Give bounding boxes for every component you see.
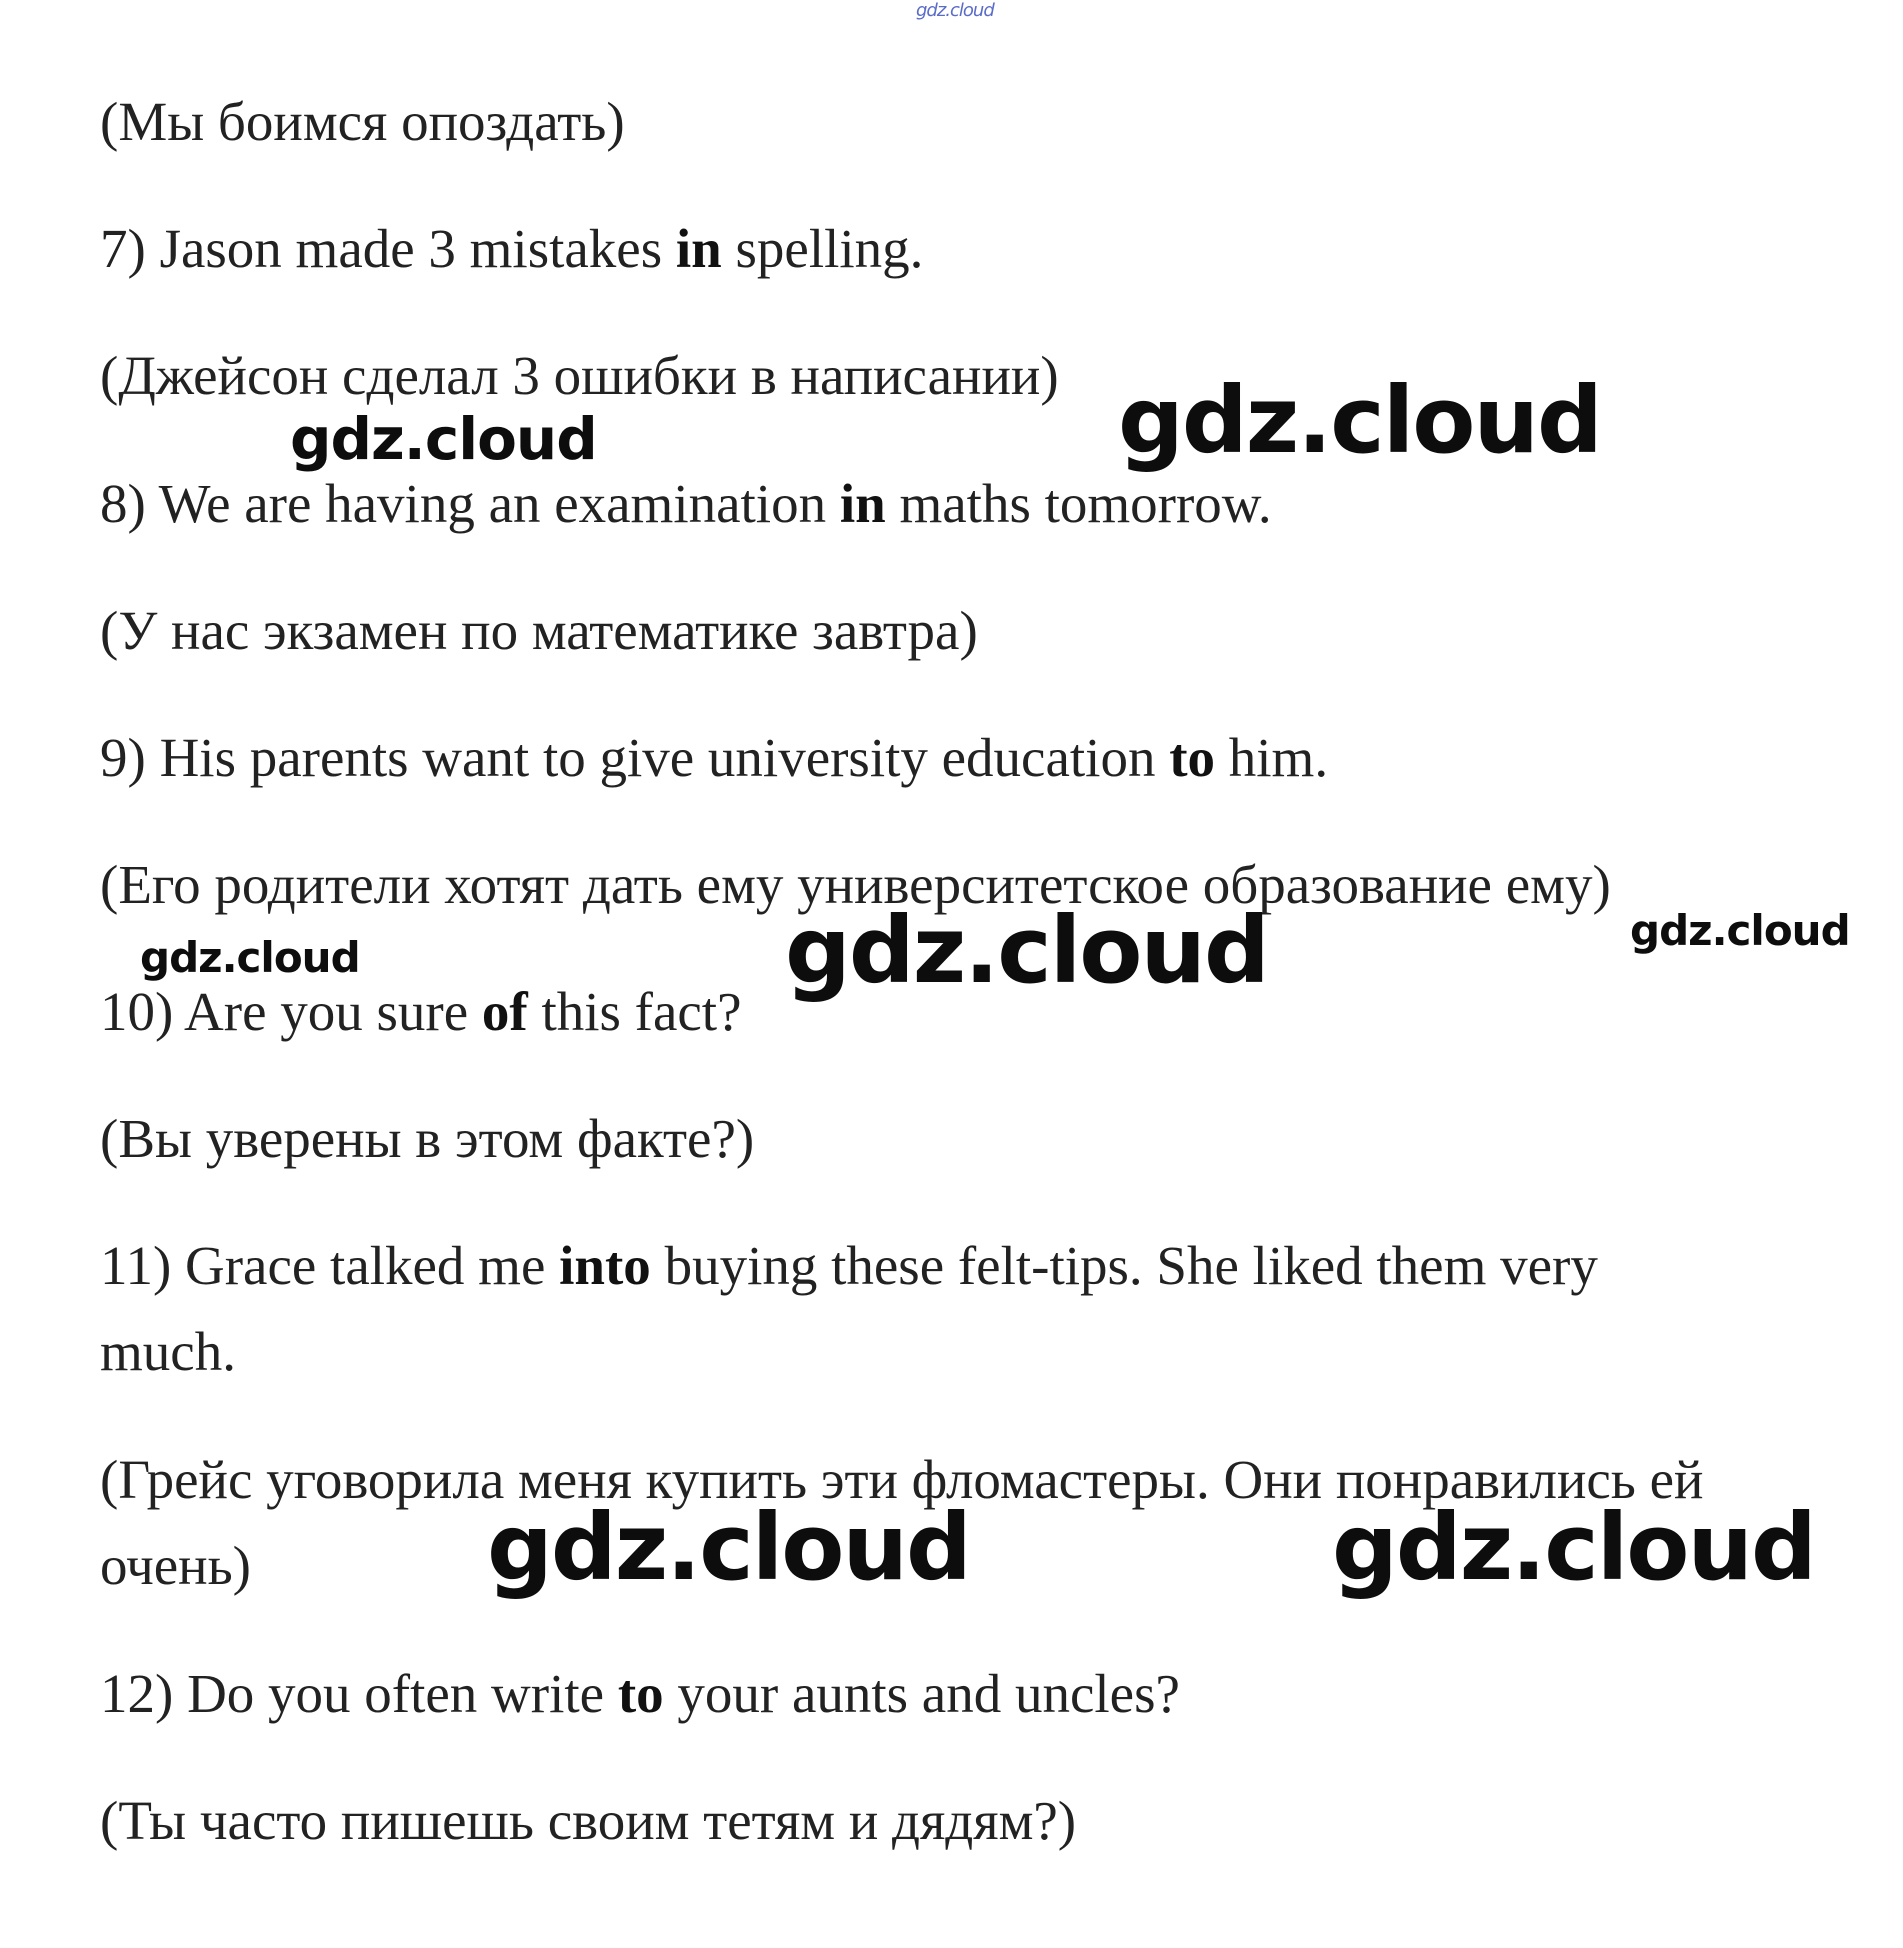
translation-11: (Грейс уговорила меня купить эти фломастеры. Они понравились ей [100, 1449, 1704, 1510]
sentence-7: 7) Jason made 3 mistakes in spelling. [100, 218, 924, 279]
watermark-top: gdz.cloud [916, 0, 994, 21]
watermark: gdz.cloud [1118, 367, 1601, 474]
sentence-11: 11) Grace talked me into buying these felt-tips. She liked them very [100, 1235, 1598, 1296]
translation-7: (Джейсон сделал 3 ошибки в написании) [100, 345, 1059, 406]
watermark: gdz.cloud [290, 405, 597, 473]
translation-line: (Мы боимся опоздать) [100, 91, 625, 152]
watermark: gdz.cloud [140, 933, 360, 982]
sentence-10: 10) Are you sure of this fact? [100, 981, 742, 1042]
preposition-answer: into [559, 1235, 651, 1296]
watermark: gdz.cloud [1630, 906, 1850, 955]
translation-12: (Ты часто пишешь своим тетям и дядям?) [100, 1790, 1077, 1851]
translation-8: (У нас экзамен по математике завтра) [100, 600, 978, 661]
watermark: gdz.cloud [1332, 1494, 1815, 1601]
preposition-answer: in [675, 218, 722, 279]
watermark: gdz.cloud [487, 1494, 970, 1601]
sentence-11-continued: much. [100, 1321, 236, 1382]
sentence-9: 9) His parents want to give university education to him. [100, 727, 1329, 788]
sentence-8: 8) We are having an examination in maths tomorrow. [100, 473, 1272, 534]
translation-9: (Его родители хотят дать ему университетское образование ему) [100, 854, 1611, 915]
translation-10: (Вы уверены в этом факте?) [100, 1108, 755, 1169]
translation-11-continued: очень) [100, 1535, 251, 1596]
sentence-12: 12) Do you often write to your aunts and uncles? [100, 1663, 1180, 1724]
preposition-answer: to [617, 1663, 664, 1724]
watermark: gdz.cloud [785, 897, 1268, 1004]
preposition-answer: to [1169, 727, 1216, 788]
preposition-answer: in [839, 473, 886, 534]
preposition-answer: of [481, 981, 528, 1042]
